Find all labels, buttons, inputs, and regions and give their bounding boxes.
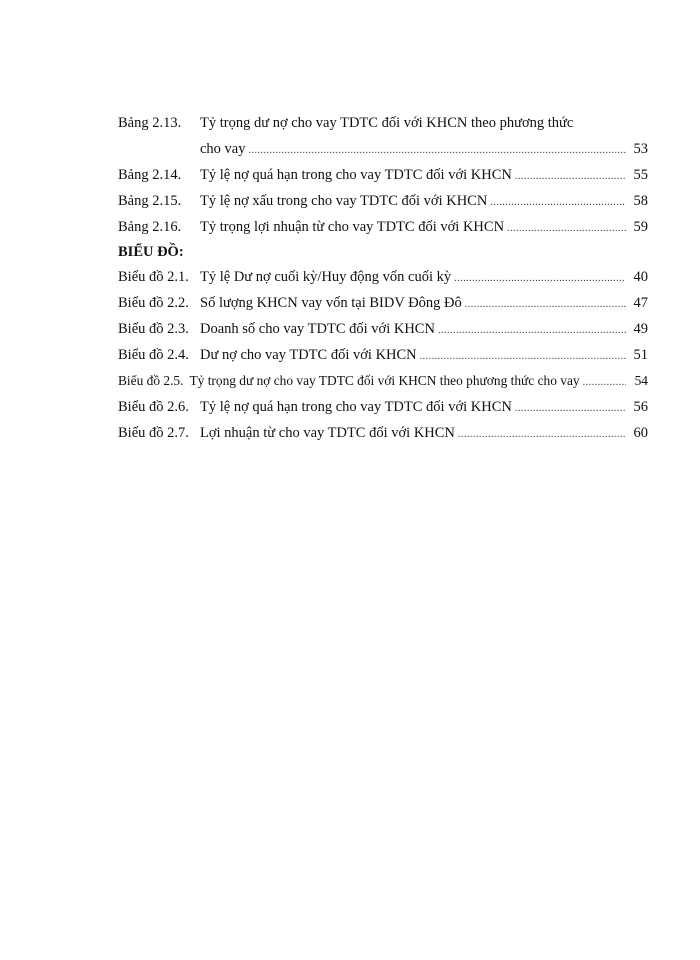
toc-entry-label: Biểu đồ 2.4. <box>118 347 189 363</box>
toc-entry-label: Bảng 2.14. <box>118 167 182 183</box>
toc-entry-page: 59 <box>633 219 648 235</box>
toc-entry-page: 40 <box>633 269 648 285</box>
toc-entry-title: Số lượng KHCN vay vốn tại BIDV Đông Đô <box>200 295 462 311</box>
dot-leader <box>490 190 626 216</box>
toc-entry-label: Biểu đồ 2.1. <box>118 269 189 285</box>
toc-entry-label: Biểu đồ 2.3. <box>118 321 189 337</box>
toc-entry-page: 58 <box>633 193 648 209</box>
toc-entry-label: Bảng 2.16. <box>118 219 182 235</box>
toc-entry-page: 54 <box>634 373 648 388</box>
table-of-contents <box>118 110 648 446</box>
toc-entry-title: Dư nợ cho vay TDTC đối với KHCN <box>200 347 417 363</box>
toc-entry-chart-2-4[interactable] <box>118 342 648 368</box>
toc-entry-label: Biểu đồ 2.2. <box>118 295 189 311</box>
toc-entry-page: 51 <box>633 347 648 363</box>
toc-entry-label: Biểu đồ 2.7. <box>118 425 189 441</box>
toc-entry-page: 47 <box>633 295 648 311</box>
toc-entry-title: Tỷ trọng lợi nhuận từ cho vay TDTC đối với KHCN <box>200 219 505 235</box>
toc-entry-page: 60 <box>633 425 648 441</box>
toc-entry-table-2-13-continued[interactable] <box>118 136 648 162</box>
toc-entry-table-2-13[interactable] <box>118 110 648 136</box>
toc-entry-title: Tỷ lệ Dư nợ cuối kỳ/Huy động vốn cuối kỳ <box>200 269 452 285</box>
toc-entry-chart-2-1[interactable] <box>118 264 648 290</box>
toc-entry-chart-2-7[interactable] <box>118 420 648 446</box>
toc-entry-title: Tỷ lệ nợ xấu trong cho vay TDTC đối với KHCN <box>200 193 488 209</box>
toc-entry-chart-2-2[interactable] <box>118 290 648 316</box>
toc-entry-title: Lợi nhuận từ cho vay TDTC đối với KHCN <box>200 425 455 441</box>
toc-entry-chart-2-6[interactable] <box>118 394 648 420</box>
dot-leader <box>515 396 626 422</box>
charts-section-heading: BIỂU ĐỒ: <box>118 244 184 260</box>
toc-entry-table-2-14[interactable] <box>118 162 648 188</box>
toc-entry-label: Bảng 2.13. <box>118 115 182 131</box>
toc-entry-label: Bảng 2.15. <box>118 193 182 209</box>
toc-entry-chart-2-5[interactable] <box>118 368 648 394</box>
toc-entry-table-2-15[interactable] <box>118 188 648 214</box>
toc-entry-title: Doanh số cho vay TDTC đối với KHCN <box>200 321 435 337</box>
toc-entry-page: 55 <box>633 167 648 183</box>
toc-entry-table-2-16[interactable] <box>118 214 648 240</box>
dot-leader <box>249 138 627 164</box>
toc-entry-title: Tỷ lệ nợ quá hạn trong cho vay TDTC đối với KHCN <box>200 399 512 415</box>
toc-entry-title-continued: cho vay <box>200 141 246 157</box>
toc-entry-page: 56 <box>633 399 648 415</box>
toc-entry-chart-2-3[interactable] <box>118 316 648 342</box>
toc-entry-page: 53 <box>633 141 648 157</box>
toc-entry-title: Tỷ lệ nợ quá hạn trong cho vay TDTC đối với KHCN <box>200 167 512 183</box>
dot-leader <box>515 164 626 190</box>
toc-entry-title: Tỷ trọng dư nợ cho vay TDTC đối với KHCN theo phương thức cho vay <box>189 373 580 388</box>
dot-leader <box>465 292 626 318</box>
dot-leader <box>458 422 626 448</box>
dot-leader <box>420 344 626 370</box>
toc-entry-label: Biểu đồ 2.6. <box>118 399 189 415</box>
toc-entry-label: Biểu đồ 2.5. <box>118 373 184 388</box>
dot-leader <box>438 318 626 344</box>
dot-leader <box>454 266 626 292</box>
toc-entry-page: 49 <box>633 321 648 337</box>
toc-entry-title: Tỷ trọng dư nợ cho vay TDTC đối với KHCN theo phương thức <box>200 115 574 131</box>
dot-leader <box>507 216 626 242</box>
dot-leader <box>583 370 626 396</box>
